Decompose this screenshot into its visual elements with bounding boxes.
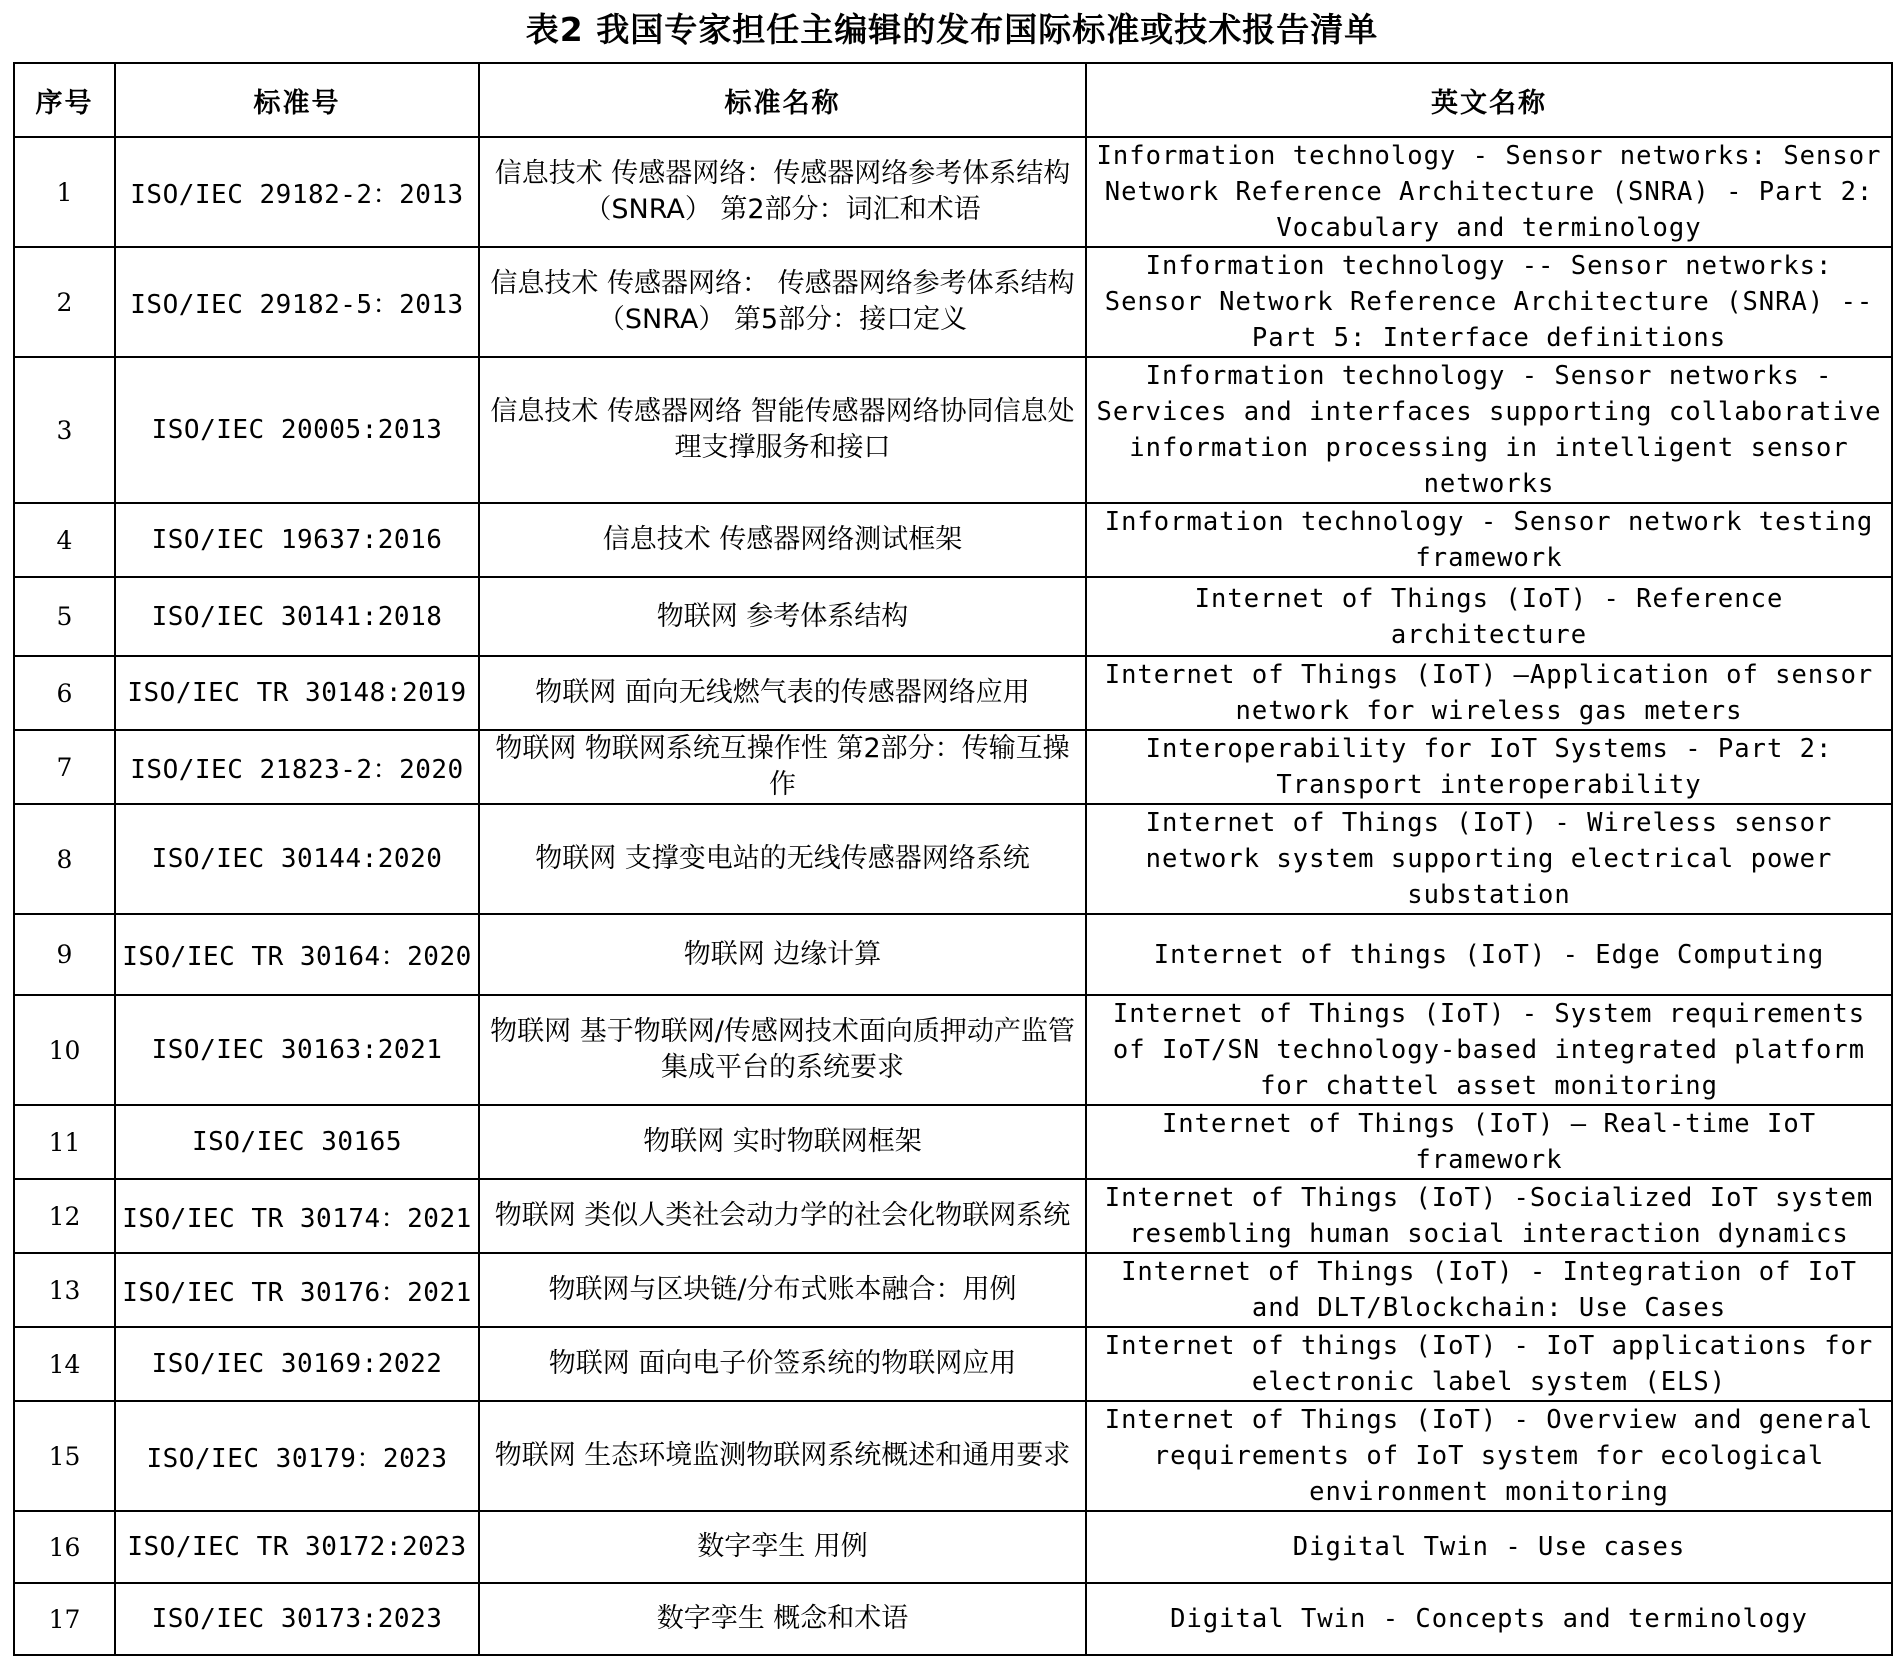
table-row (14, 1253, 1892, 1327)
table-header-row (14, 63, 1892, 137)
table-row (14, 914, 1892, 995)
cell-name-en: Internet of things (IoT) - IoT applications for electronic label system (ELS) (1086, 1327, 1892, 1401)
cell-seq: 11 (14, 1105, 115, 1179)
cell-name-en: Internet of Things (IoT) — Real-time IoT framework (1086, 1105, 1892, 1179)
cell-name-cn: 物联网 生态环境监测物联网系统概述和通用要求 (479, 1401, 1086, 1511)
cell-name-en: Interoperability for IoT Systems - Part 2: Transport interoperability (1086, 730, 1892, 804)
cell-name-cn: 信息技术 传感器网络 智能传感器网络协同信息处理支撑服务和接口 (479, 357, 1086, 503)
table-caption: 表2 我国专家担任主编辑的发布国际标准或技术报告清单 (525, 10, 1379, 49)
header-code: 标准号 (115, 63, 479, 137)
cell-code: ISO/IEC TR 30172:2023 (115, 1511, 479, 1583)
cell-name-en: Digital Twin - Concepts and terminology (1086, 1583, 1892, 1655)
cell-name-en: Internet of things (IoT) - Edge Computing (1086, 914, 1892, 995)
cell-name-cn: 物联网 物联网系统互操作性 第2部分：传输互操作 (479, 730, 1086, 804)
table-body (14, 137, 1892, 1655)
table-row (14, 804, 1892, 914)
table-row (14, 1401, 1892, 1511)
cell-name-en: Internet of Things (IoT) - Reference architecture (1086, 577, 1892, 656)
cell-seq: 16 (14, 1511, 115, 1583)
cell-code: ISO/IEC 30144:2020 (115, 804, 479, 914)
cell-code: ISO/IEC 30165 (115, 1105, 479, 1179)
cell-seq: 17 (14, 1583, 115, 1655)
cell-name-cn: 物联网 支撑变电站的无线传感器网络系统 (479, 804, 1086, 914)
cell-code: ISO/IEC 19637:2016 (115, 503, 479, 577)
table-row (14, 730, 1892, 804)
cell-code: ISO/IEC TR 30176：2021 (115, 1253, 479, 1327)
cell-name-cn: 数字孪生 用例 (479, 1511, 1086, 1583)
cell-name-cn: 物联网 参考体系结构 (479, 577, 1086, 656)
cell-name-cn: 信息技术 传感器网络： 传感器网络参考体系结构（SNRA） 第5部分：接口定义 (479, 247, 1086, 357)
cell-name-cn: 物联网 实时物联网框架 (479, 1105, 1086, 1179)
table-row (14, 1179, 1892, 1253)
cell-name-en: Information technology - Sensor networks - Services and interfaces supporting collaborative information processing in intelligent sensor networks (1086, 357, 1892, 503)
cell-code: ISO/IEC 20005:2013 (115, 357, 479, 503)
cell-code: ISO/IEC TR 30164：2020 (115, 914, 479, 995)
cell-name-en: Internet of Things (IoT) - Wireless sensor network system supporting electrical power substation (1086, 804, 1892, 914)
cell-seq: 2 (14, 247, 115, 357)
table-row (14, 357, 1892, 503)
cell-code: ISO/IEC 30141:2018 (115, 577, 479, 656)
cell-name-en: Internet of Things (IoT) -Socialized IoT system resembling human social interaction dynamics (1086, 1179, 1892, 1253)
cell-name-cn: 物联网 边缘计算 (479, 914, 1086, 995)
cell-code: ISO/IEC 30173:2023 (115, 1583, 479, 1655)
cell-code: ISO/IEC 29182-2：2013 (115, 137, 479, 247)
cell-seq: 9 (14, 914, 115, 995)
table-row (14, 1105, 1892, 1179)
cell-code: ISO/IEC TR 30148:2019 (115, 656, 479, 730)
cell-name-en: Internet of Things (IoT) - System requirements of IoT/SN technology-based integrated platform for chattel asset monitoring (1086, 995, 1892, 1105)
table-row (14, 1327, 1892, 1401)
table-row (14, 137, 1892, 247)
cell-seq: 3 (14, 357, 115, 503)
cell-code: ISO/IEC 21823-2：2020 (115, 730, 479, 804)
cell-seq: 13 (14, 1253, 115, 1327)
cell-code: ISO/IEC 30179：2023 (115, 1401, 479, 1511)
cell-seq: 14 (14, 1327, 115, 1401)
cell-name-cn: 物联网 面向电子价签系统的物联网应用 (479, 1327, 1086, 1401)
cell-seq: 5 (14, 577, 115, 656)
cell-code: ISO/IEC 29182-5：2013 (115, 247, 479, 357)
table-row (14, 1511, 1892, 1583)
cell-name-cn: 数字孪生 概念和术语 (479, 1583, 1086, 1655)
cell-seq: 15 (14, 1401, 115, 1511)
cell-name-en: Information technology -- Sensor networks: Sensor Network Reference Architecture (SNRA) -- Part 5: Interface definitions (1086, 247, 1892, 357)
cell-code: ISO/IEC TR 30174：2021 (115, 1179, 479, 1253)
cell-seq: 12 (14, 1179, 115, 1253)
cell-name-cn: 物联网 面向无线燃气表的传感器网络应用 (479, 656, 1086, 730)
table-row (14, 577, 1892, 656)
cell-name-en: Information technology - Sensor network testing framework (1086, 503, 1892, 577)
cell-name-cn: 信息技术 传感器网络测试框架 (479, 503, 1086, 577)
cell-name-cn: 物联网 类似人类社会动力学的社会化物联网系统 (479, 1179, 1086, 1253)
table-row (14, 1583, 1892, 1655)
table-row (14, 247, 1892, 357)
standards-table (13, 62, 1893, 1656)
table-row (14, 995, 1892, 1105)
cell-name-en: Information technology - Sensor networks: Sensor Network Reference Architecture (SNRA) - Part 2: Vocabulary and terminology (1086, 137, 1892, 247)
cell-code: ISO/IEC 30163:2021 (115, 995, 479, 1105)
cell-seq: 4 (14, 503, 115, 577)
cell-name-cn: 信息技术 传感器网络：传感器网络参考体系结构（SNRA） 第2部分：词汇和术语 (479, 137, 1086, 247)
cell-seq: 7 (14, 730, 115, 804)
table-row (14, 656, 1892, 730)
cell-seq: 1 (14, 137, 115, 247)
cell-name-cn: 物联网 基于物联网/传感网技术面向质押动产监管集成平台的系统要求 (479, 995, 1086, 1105)
cell-seq: 6 (14, 656, 115, 730)
header-name-en: 英文名称 (1086, 63, 1892, 137)
header-seq: 序号 (14, 63, 115, 137)
cell-seq: 10 (14, 995, 115, 1105)
cell-name-en: Internet of Things (IoT) - Integration of IoT and DLT/Blockchain: Use Cases (1086, 1253, 1892, 1327)
cell-name-en: Internet of Things (IoT) - Overview and general requirements of IoT system for ecological environment monitoring (1086, 1401, 1892, 1511)
cell-name-cn: 物联网与区块链/分布式账本融合：用例 (479, 1253, 1086, 1327)
cell-seq: 8 (14, 804, 115, 914)
table-row (14, 503, 1892, 577)
header-name-cn: 标准名称 (479, 63, 1086, 137)
cell-name-en: Digital Twin - Use cases (1086, 1511, 1892, 1583)
cell-code: ISO/IEC 30169:2022 (115, 1327, 479, 1401)
cell-name-en: Internet of Things (IoT) —Application of sensor network for wireless gas meters (1086, 656, 1892, 730)
